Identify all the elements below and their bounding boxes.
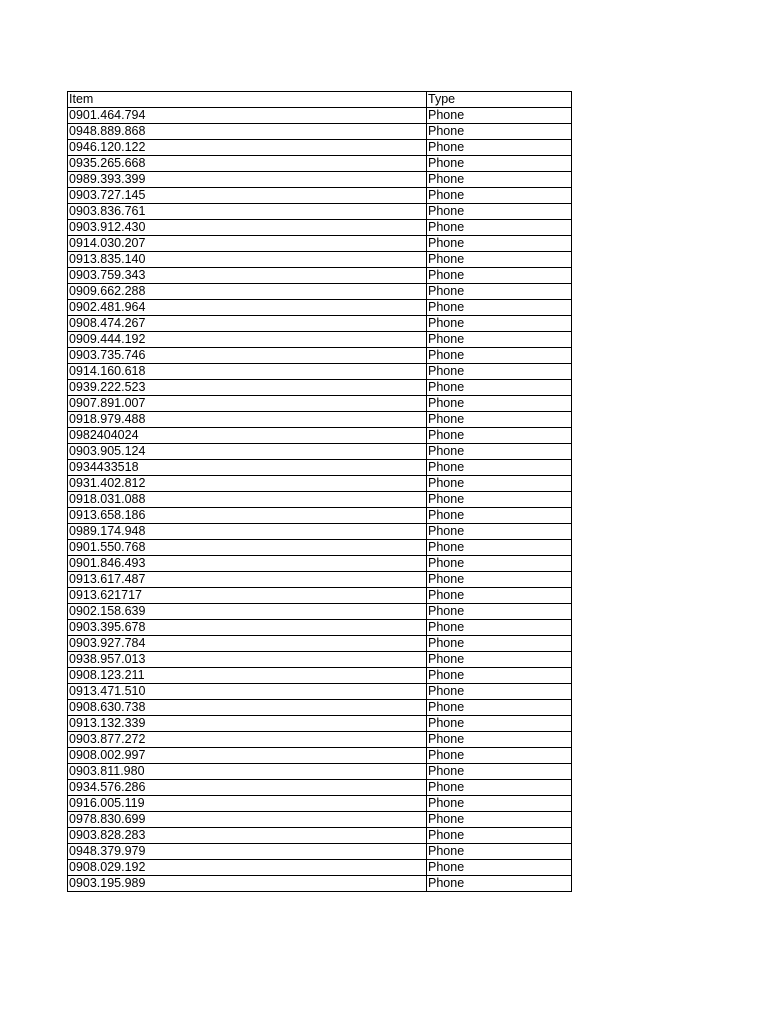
cell-item: 0907.891.007 xyxy=(68,396,427,412)
cell-type: Phone xyxy=(427,844,572,860)
table-row xyxy=(68,108,572,124)
cell-type: Phone xyxy=(427,636,572,652)
cell-item: 0982404024 xyxy=(68,428,427,444)
table-row xyxy=(68,620,572,636)
cell-item: 0903.735.746 xyxy=(68,348,427,364)
cell-item: 0918.979.488 xyxy=(68,412,427,428)
cell-type: Phone xyxy=(427,380,572,396)
table-row xyxy=(68,508,572,524)
cell-type: Phone xyxy=(427,332,572,348)
table-row xyxy=(68,444,572,460)
table-row xyxy=(68,460,572,476)
table-row xyxy=(68,156,572,172)
cell-type: Phone xyxy=(427,540,572,556)
cell-item: 0935.265.668 xyxy=(68,156,427,172)
cell-type: Phone xyxy=(427,220,572,236)
cell-type: Phone xyxy=(427,188,572,204)
cell-type: Phone xyxy=(427,764,572,780)
cell-type: Phone xyxy=(427,716,572,732)
table-row xyxy=(68,492,572,508)
table-row xyxy=(68,700,572,716)
cell-item: 0914.030.207 xyxy=(68,236,427,252)
cell-type: Phone xyxy=(427,140,572,156)
cell-type: Phone xyxy=(427,300,572,316)
table-row xyxy=(68,716,572,732)
cell-type: Phone xyxy=(427,428,572,444)
cell-item: 0918.031.088 xyxy=(68,492,427,508)
header-row xyxy=(68,92,572,108)
cell-item: 0946.120.122 xyxy=(68,140,427,156)
cell-type: Phone xyxy=(427,652,572,668)
cell-item: 0903.828.283 xyxy=(68,828,427,844)
table-row xyxy=(68,556,572,572)
cell-item: 0908.002.997 xyxy=(68,748,427,764)
table-row xyxy=(68,348,572,364)
cell-item: 0916.005.119 xyxy=(68,796,427,812)
cell-item: 0903.877.272 xyxy=(68,732,427,748)
cell-type: Phone xyxy=(427,172,572,188)
cell-item: 0903.912.430 xyxy=(68,220,427,236)
cell-item: 0913.658.186 xyxy=(68,508,427,524)
table-row xyxy=(68,764,572,780)
cell-item: 0902.158.639 xyxy=(68,604,427,620)
cell-item: 0908.474.267 xyxy=(68,316,427,332)
table-row xyxy=(68,188,572,204)
cell-type: Phone xyxy=(427,732,572,748)
cell-type: Phone xyxy=(427,508,572,524)
table-row xyxy=(68,172,572,188)
table-row xyxy=(68,828,572,844)
table-row xyxy=(68,268,572,284)
cell-type: Phone xyxy=(427,604,572,620)
cell-item: 0948.379.979 xyxy=(68,844,427,860)
table-row xyxy=(68,796,572,812)
cell-item: 0913.617.487 xyxy=(68,572,427,588)
cell-type: Phone xyxy=(427,348,572,364)
cell-item: 0909.444.192 xyxy=(68,332,427,348)
cell-type: Phone xyxy=(427,412,572,428)
table-row xyxy=(68,748,572,764)
cell-type: Phone xyxy=(427,780,572,796)
table-row xyxy=(68,476,572,492)
cell-type: Phone xyxy=(427,828,572,844)
cell-item: 0902.481.964 xyxy=(68,300,427,316)
cell-type: Phone xyxy=(427,684,572,700)
cell-type: Phone xyxy=(427,876,572,892)
column-header-item: Item xyxy=(68,92,427,108)
cell-item: 0901.550.768 xyxy=(68,540,427,556)
cell-type: Phone xyxy=(427,108,572,124)
table-row xyxy=(68,668,572,684)
table-row xyxy=(68,780,572,796)
cell-item: 0913.621717 xyxy=(68,588,427,604)
cell-type: Phone xyxy=(427,156,572,172)
table-row xyxy=(68,428,572,444)
cell-item: 0978.830.699 xyxy=(68,812,427,828)
cell-type: Phone xyxy=(427,396,572,412)
cell-item: 0914.160.618 xyxy=(68,364,427,380)
cell-type: Phone xyxy=(427,268,572,284)
table-row xyxy=(68,844,572,860)
cell-type: Phone xyxy=(427,460,572,476)
table-row xyxy=(68,252,572,268)
cell-item: 0901.846.493 xyxy=(68,556,427,572)
table-row xyxy=(68,524,572,540)
cell-type: Phone xyxy=(427,236,572,252)
table-row xyxy=(68,300,572,316)
table-row xyxy=(68,140,572,156)
table-row xyxy=(68,284,572,300)
table-row xyxy=(68,812,572,828)
table-row xyxy=(68,220,572,236)
table-row xyxy=(68,332,572,348)
table-row xyxy=(68,732,572,748)
cell-type: Phone xyxy=(427,556,572,572)
cell-item: 0903.811.980 xyxy=(68,764,427,780)
column-header-type: Type xyxy=(427,92,572,108)
cell-type: Phone xyxy=(427,572,572,588)
table-row xyxy=(68,364,572,380)
cell-item: 0934.576.286 xyxy=(68,780,427,796)
cell-item: 0903.395.678 xyxy=(68,620,427,636)
cell-type: Phone xyxy=(427,476,572,492)
cell-item: 0903.927.784 xyxy=(68,636,427,652)
table-row xyxy=(68,572,572,588)
cell-item: 0903.195.989 xyxy=(68,876,427,892)
cell-item: 0908.630.738 xyxy=(68,700,427,716)
table-row xyxy=(68,412,572,428)
cell-type: Phone xyxy=(427,284,572,300)
table-row xyxy=(68,204,572,220)
table-row xyxy=(68,636,572,652)
cell-item: 0939.222.523 xyxy=(68,380,427,396)
table-row xyxy=(68,124,572,140)
table-row xyxy=(68,316,572,332)
cell-type: Phone xyxy=(427,860,572,876)
table-row xyxy=(68,236,572,252)
table-row xyxy=(68,604,572,620)
table-body xyxy=(68,108,572,892)
cell-type: Phone xyxy=(427,668,572,684)
table-row xyxy=(68,396,572,412)
cell-item: 0948.889.868 xyxy=(68,124,427,140)
cell-type: Phone xyxy=(427,204,572,220)
cell-type: Phone xyxy=(427,492,572,508)
cell-item: 0989.393.399 xyxy=(68,172,427,188)
cell-item: 0903.759.343 xyxy=(68,268,427,284)
cell-type: Phone xyxy=(427,796,572,812)
cell-type: Phone xyxy=(427,444,572,460)
cell-type: Phone xyxy=(427,700,572,716)
cell-item: 0903.836.761 xyxy=(68,204,427,220)
spreadsheet-table xyxy=(67,91,572,892)
table-row xyxy=(68,380,572,396)
cell-item: 0908.123.211 xyxy=(68,668,427,684)
cell-item: 0913.132.339 xyxy=(68,716,427,732)
cell-item: 0903.905.124 xyxy=(68,444,427,460)
cell-item: 0989.174.948 xyxy=(68,524,427,540)
table-row xyxy=(68,652,572,668)
cell-item: 0938.957.013 xyxy=(68,652,427,668)
cell-type: Phone xyxy=(427,316,572,332)
cell-item: 0913.835.140 xyxy=(68,252,427,268)
cell-type: Phone xyxy=(427,812,572,828)
cell-item: 0934433518 xyxy=(68,460,427,476)
cell-item: 0901.464.794 xyxy=(68,108,427,124)
cell-type: Phone xyxy=(427,748,572,764)
cell-type: Phone xyxy=(427,364,572,380)
cell-item: 0913.471.510 xyxy=(68,684,427,700)
table-row xyxy=(68,540,572,556)
cell-type: Phone xyxy=(427,524,572,540)
cell-type: Phone xyxy=(427,620,572,636)
cell-item: 0908.029.192 xyxy=(68,860,427,876)
cell-item: 0931.402.812 xyxy=(68,476,427,492)
cell-item: 0909.662.288 xyxy=(68,284,427,300)
table-row xyxy=(68,588,572,604)
table-row xyxy=(68,876,572,892)
cell-type: Phone xyxy=(427,252,572,268)
table-row xyxy=(68,684,572,700)
cell-item: 0903.727.145 xyxy=(68,188,427,204)
cell-type: Phone xyxy=(427,588,572,604)
table-row xyxy=(68,860,572,876)
cell-type: Phone xyxy=(427,124,572,140)
